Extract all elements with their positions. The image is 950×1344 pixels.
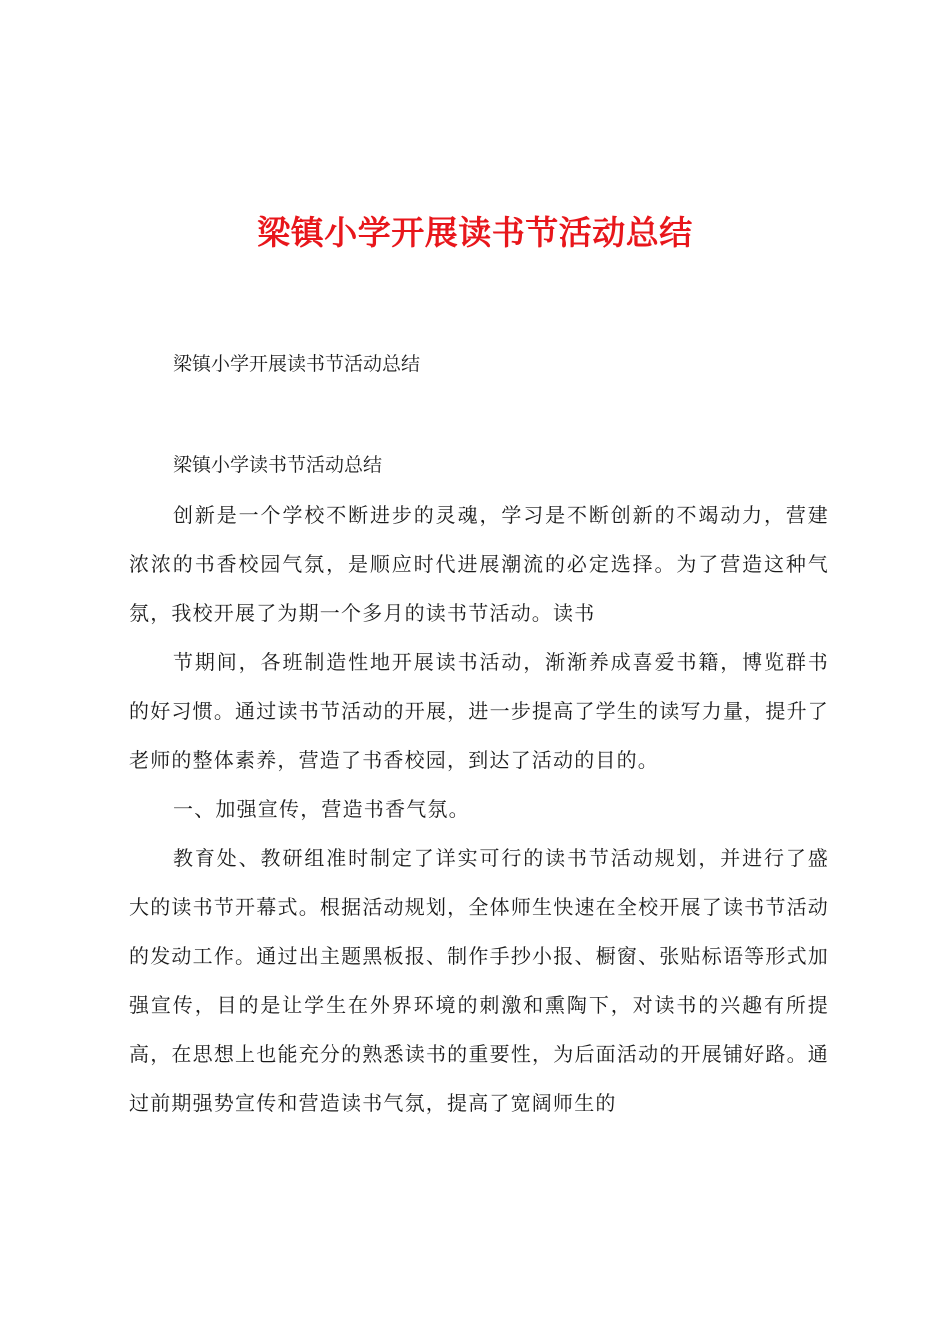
paragraph-heading: 一、加强宣传，营造书香气氛。 xyxy=(173,797,470,821)
document-title: 梁镇小学开展读书节活动总结 xyxy=(257,213,693,252)
paragraph: 节期间，各班制造性地开展读书活动，渐渐养成喜爱书籍，博览群书的好习惯。通过读书节活动的开展，进一步提高了学生的读写力量，提升了老师的整体素养，营造了书香校园，到达了活动的目的。 xyxy=(129,650,829,772)
document-subtitle: 梁镇小学开展读书节活动总结 xyxy=(173,353,421,375)
paragraph: 教育处、教研组准时制定了详实可行的读书节活动规划，并进行了盛大的读书节开幕式。根据活动规划，全体师生快速在全校开展了读书节活动的发动工作。通过出主题黑板报、制作手抄小报、橱窗、张贴标语等形式加强宣传，目的是让学生在外界环境的刺激和熏陶下，对读书的兴趣有所提高，在思想上也能充分的熟悉读书的重要性，为后面活动的开展铺好路。通过前期强势宣传和营造读书气氛，提高了宽阔师生的 xyxy=(129,846,829,1115)
section-heading: 梁镇小学读书节活动总结 xyxy=(173,454,383,476)
paragraph: 创新是一个学校不断进步的灵魂，学习是不断创新的不竭动力，营建浓浓的书香校园气氛，是顺应时代进展潮流的必定选择。为了营造这种气氛，我校开展了为期一个多月的读书节活动。读书 xyxy=(129,503,829,625)
